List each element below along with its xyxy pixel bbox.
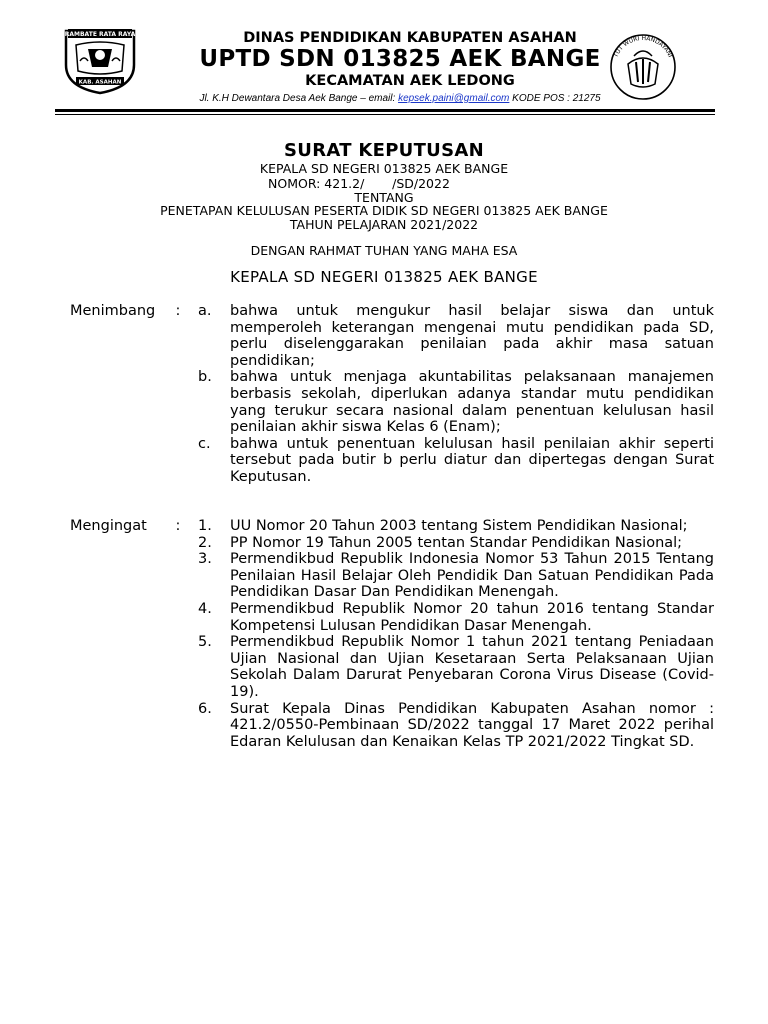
mengingat-colon: : bbox=[175, 518, 181, 534]
document-title: SURAT KEPUTUSAN bbox=[284, 140, 484, 161]
mengingat-section bbox=[70, 518, 720, 750]
menimbang-label: Menimbang bbox=[70, 303, 156, 319]
item-text: Permendikbud Republik Indonesia Nomor 53 Tahun 2015 Tentang Penilaian Hasil Belajar Oleh Pendidik Dan Satuan Pendidikan Pada Pendidikan Dasar Dan Pendidikan Menengah. bbox=[230, 551, 714, 601]
address-prefix: Jl. K.H Dewantara Desa Aek Bange – email: bbox=[199, 93, 399, 104]
letterhead-rule-thick bbox=[55, 109, 715, 112]
agency-name: DINAS PENDIDIKAN KABUPATEN ASAHAN bbox=[243, 30, 577, 46]
item-marker: 2. bbox=[198, 534, 212, 551]
logo-left-top-text: RAMBATE RATA RAYA bbox=[64, 31, 136, 38]
title-line-1: KEPALA SD NEGERI 013825 AEK BANGE bbox=[259, 161, 509, 176]
title-line-subject: PENETAPAN KELULUSAN PESERTA DIDIK SD NEGERI 013825 AEK BANGE bbox=[160, 203, 608, 218]
list-item bbox=[70, 303, 720, 369]
item-marker: 3. bbox=[198, 551, 212, 568]
decree-number: NOMOR: 421.2/ /SD/2022 bbox=[268, 176, 450, 191]
menimbang-section bbox=[70, 303, 720, 486]
item-text: Permendikbud Republik Nomor 20 tahun 2016 tentang Standar Kompetensi Lulusan Pendidikan Dasar Menengah. bbox=[230, 600, 714, 634]
item-marker: 5. bbox=[198, 634, 212, 651]
logo-right-text: TUT WURI HANDAYANI bbox=[612, 34, 674, 59]
address-line bbox=[150, 93, 650, 104]
regency-emblem-logo bbox=[62, 25, 138, 95]
email-link[interactable]: kepsek.paini@gmail.com bbox=[398, 93, 510, 104]
logo-left-bottom-text: KAB. ASAHAN bbox=[78, 79, 122, 86]
item-text: bahwa untuk menjaga akuntabilitas pelaksanaan manajemen berbasis sekolah, diperlukan adanya standar mutu pendidikan yang terukur secara nasional dalam penentuan kelulusan hasil penilaian akhir siswa Kelas 6 (Enam); bbox=[230, 369, 714, 436]
item-text: UU Nomor 20 Tahun 2003 tentang Sistem Pendidikan Nasional; bbox=[230, 518, 688, 534]
item-marker: 1. bbox=[198, 518, 212, 534]
letterhead-rule-thin bbox=[55, 114, 715, 115]
mengingat-label: Mengingat bbox=[70, 518, 147, 534]
tut-wuri-handayani-logo bbox=[598, 32, 688, 102]
list-item bbox=[70, 436, 720, 486]
list-item bbox=[70, 601, 720, 634]
district-name: KECAMATAN AEK LEDONG bbox=[305, 73, 515, 89]
title-line-tentang: TENTANG bbox=[354, 190, 414, 205]
list-item bbox=[70, 369, 720, 435]
item-text: bahwa untuk mengukur hasil belajar siswa dan untuk memperoleh keterangan mengenai mutu pendidikan pada SD, perlu diselenggarakan penilaian pada akhir masa satuan pendidikan; bbox=[230, 303, 714, 369]
list-item bbox=[70, 634, 720, 700]
item-marker: 4. bbox=[198, 600, 212, 617]
item-marker: 6. bbox=[198, 700, 212, 717]
item-marker: c. bbox=[198, 435, 211, 452]
item-text: bahwa untuk penentuan kelulusan hasil penilaian akhir seperti tersebut pada butir b perlu diatur dan dipertegas dengan Surat Keputusan. bbox=[230, 435, 714, 485]
item-text: PP Nomor 19 Tahun 2005 tentan Standar Pendidikan Nasional; bbox=[230, 534, 683, 551]
title-line-year: TAHUN PELAJARAN 2021/2022 bbox=[289, 217, 479, 232]
menimbang-colon: : bbox=[175, 303, 181, 319]
item-text: Surat Kepala Dinas Pendidikan Kabupaten Asahan nomor : 421.2/0550-Pembinaan SD/2022 tanggal 17 Maret 2022 perihal Edaran Kelulusan dan Kenaikan Kelas TP 2021/2022 Tingkat SD. bbox=[230, 700, 714, 750]
item-text: Permendikbud Republik Nomor 1 tahun 2021 tentang Peniadaan Ujian Nasional dan Ujian Kesetaraan Serta Pelaksanaan Ujian Sekolah Dalam Darurat Penyebaran Corona Virus Disease (Covid-19). bbox=[230, 634, 714, 700]
item-marker: a. bbox=[198, 303, 212, 319]
list-item bbox=[70, 551, 720, 601]
address-suffix: KODE POS : 21275 bbox=[509, 93, 601, 104]
school-name: UPTD SDN 013825 AEK BANGE bbox=[199, 46, 601, 72]
list-item bbox=[70, 701, 720, 751]
list-item bbox=[70, 535, 720, 552]
title-line-blessing: DENGAN RAHMAT TUHAN YANG MAHA ESA bbox=[250, 243, 518, 258]
item-marker: b. bbox=[198, 369, 212, 386]
issuer-heading: KEPALA SD NEGERI 013825 AEK BANGE bbox=[230, 268, 538, 286]
list-item bbox=[70, 518, 720, 535]
